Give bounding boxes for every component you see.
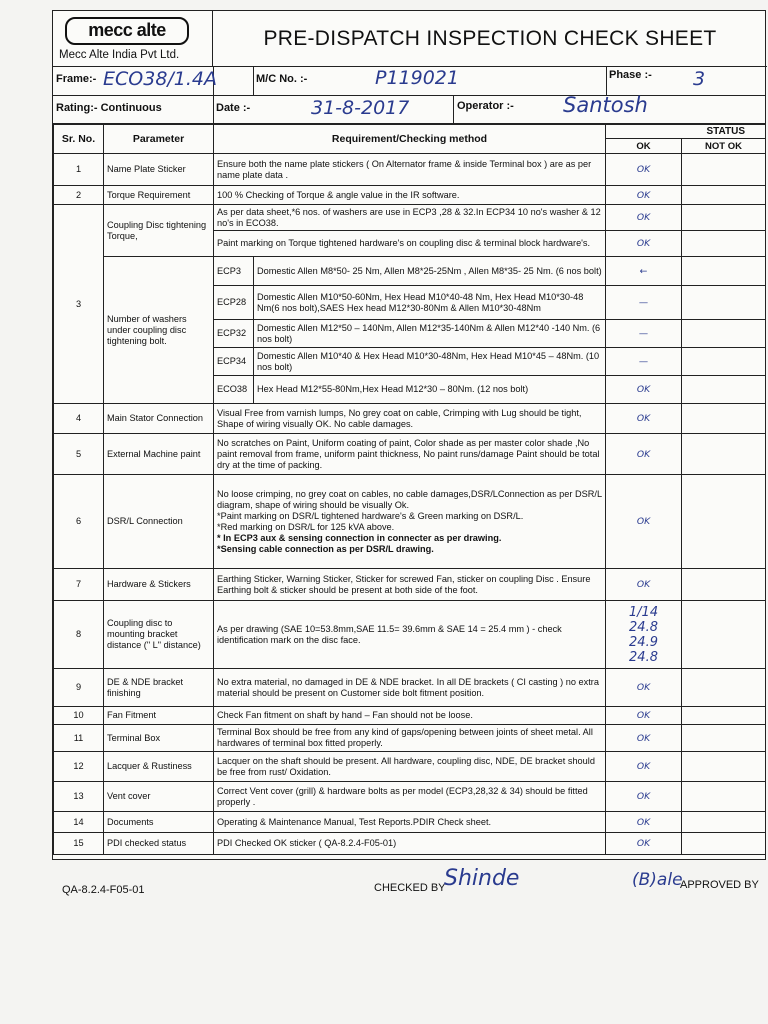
- param-cell: Terminal Box: [104, 725, 214, 752]
- req-cell: Paint marking on Torque tightened hardware's on coupling disc & terminal block hardware's.: [214, 231, 606, 257]
- sr-cell: 14: [54, 812, 104, 833]
- ecp-cell: ECP3: [214, 257, 254, 286]
- table-row: [54, 257, 766, 286]
- ok-cell: OK: [606, 669, 682, 707]
- req-cell: Visual Free from varnish lumps, No grey coat on cable, Crimping with Lug should be tight, Shape of wiring visually OK. No cable damages.: [214, 404, 606, 434]
- ok-cell: OK: [606, 475, 682, 569]
- ok-cell: OK: [606, 376, 682, 404]
- ok-cell: OK: [606, 154, 682, 186]
- sr-cell: 6: [54, 475, 104, 569]
- mc-label: M/C No. :-: [256, 73, 308, 85]
- date-value: 31-8-2017: [311, 97, 410, 119]
- sr-cell: 3: [54, 205, 104, 404]
- table-row: [54, 475, 766, 569]
- measurement: 24.8: [629, 649, 658, 665]
- req-cell: As per data sheet,*6 nos. of washers are use in ECP3 ,28 & 32.In ECP34 10 no's washer & 12 no's in ECO38.: [214, 205, 606, 231]
- param-cell: Lacquer & Rustiness: [104, 752, 214, 782]
- approved-by-label: APPROVED BY: [680, 879, 759, 891]
- date-label: Date :-: [216, 102, 251, 114]
- param-cell: Coupling Disc tightening Torque,: [104, 205, 214, 257]
- operator-label: Operator :-: [457, 100, 514, 112]
- req-cell: As per drawing (SAE 10=53.8mm,SAE 11.5= 39.6mm & SAE 14 = 25.4 mm ) - check identification mark on the disc face.: [214, 601, 606, 669]
- frame-value: ECO38/1.4A: [103, 68, 218, 90]
- table-row: [54, 833, 766, 855]
- param-cell: Vent cover: [104, 782, 214, 812]
- table-row: [54, 725, 766, 752]
- notok-cell: [682, 154, 766, 186]
- ok-cell: OK: [606, 231, 682, 257]
- ecp-cell: ECP28: [214, 286, 254, 320]
- ok-cell: —: [606, 320, 682, 348]
- table-row: [54, 569, 766, 601]
- table-row: [54, 205, 766, 231]
- ok-cell: OK: [606, 707, 682, 725]
- info-vline: [453, 95, 454, 123]
- table-row: [54, 434, 766, 475]
- notok-cell: [682, 669, 766, 707]
- req-cell: Ensure both the name plate stickers ( On Alternator frame & inside Terminal box ) are as per name plate data .: [214, 154, 606, 186]
- sr-cell: 11: [54, 725, 104, 752]
- param-cell: DSR/L Connection: [104, 475, 214, 569]
- req-cell: Terminal Box should be free from any kind of gaps/opening between joints of sheet metal. All hardwares of terminal box fitted properly.: [214, 725, 606, 752]
- req-cell: Earthing Sticker, Warning Sticker, Sticker for screwed Fan, sticker on coupling Disc . Ensure Earthing bolt & sticker should be present at both side of the foot.: [214, 569, 606, 601]
- table-row: [54, 812, 766, 833]
- sr-cell: 5: [54, 434, 104, 475]
- info-vline: [606, 67, 607, 95]
- param-cell: Number of washers under coupling disc tightening bolt.: [104, 257, 214, 404]
- sr-cell: 4: [54, 404, 104, 434]
- req-cell: [214, 475, 606, 569]
- ok-cell: OK: [606, 833, 682, 855]
- company-name: Mecc Alte India Pvt Ltd.: [59, 49, 180, 61]
- info-vline: [253, 67, 254, 95]
- param-cell: DE & NDE bracket finishing: [104, 669, 214, 707]
- table-row: [54, 669, 766, 707]
- ok-cell: ←: [606, 257, 682, 286]
- table-row: [54, 404, 766, 434]
- param-cell: Documents: [104, 812, 214, 833]
- ok-cell: OK: [606, 205, 682, 231]
- notok-cell: [682, 348, 766, 376]
- rating-label: Rating:- Continuous: [56, 102, 162, 114]
- notok-cell: [682, 231, 766, 257]
- phase-label: Phase :-: [609, 69, 652, 81]
- ok-cell: OK: [606, 434, 682, 475]
- param-cell: Hardware & Stickers: [104, 569, 214, 601]
- sr-cell: 12: [54, 752, 104, 782]
- ok-cell: OK: [606, 812, 682, 833]
- ok-cell: OK: [606, 404, 682, 434]
- ok-cell: [606, 601, 682, 669]
- phase-value: 3: [693, 68, 706, 90]
- col-notok: NOT OK: [682, 139, 766, 154]
- param-cell: PDI checked status: [104, 833, 214, 855]
- ok-cell: —: [606, 286, 682, 320]
- param-cell: Coupling disc to mounting bracket distance (" L" distance): [104, 601, 214, 669]
- checked-by-label: CHECKED BY: [374, 882, 446, 894]
- checklist-table: [53, 124, 766, 855]
- logo-area: [53, 11, 213, 67]
- req-line: *Red marking on DSR/L for 125 kVA above.: [217, 521, 395, 532]
- table-row: [54, 782, 766, 812]
- notok-cell: [682, 320, 766, 348]
- req-cell: Domestic Allen M10*50-60Nm, Hex Head M10*40-48 Nm, Hex Head M10*30-48 Nm(6 nos bolt),SAES Hex head M12*30-80Nm & Allen M10*30-48Nm: [254, 286, 606, 320]
- measurement: 24.9: [629, 634, 658, 650]
- sr-cell: 7: [54, 569, 104, 601]
- param-cell: Torque Requirement: [104, 186, 214, 205]
- form-number: QA-8.2.4-F05-01: [62, 884, 145, 896]
- notok-cell: [682, 601, 766, 669]
- notok-cell: [682, 707, 766, 725]
- measurement: 24.8: [629, 619, 658, 635]
- approved-signature: (B)ale: [632, 870, 683, 890]
- notok-cell: [682, 376, 766, 404]
- col-ok: OK: [606, 139, 682, 154]
- inspection-sheet: [52, 10, 766, 860]
- req-cell: Check Fan fitment on shaft by hand – Fan should not be loose.: [214, 707, 606, 725]
- sr-cell: 9: [54, 669, 104, 707]
- ok-cell: OK: [606, 782, 682, 812]
- notok-cell: [682, 833, 766, 855]
- ok-cell: OK: [606, 569, 682, 601]
- checked-signature: Shinde: [444, 866, 520, 891]
- table-row: [54, 601, 766, 669]
- sr-cell: 13: [54, 782, 104, 812]
- notok-cell: [682, 752, 766, 782]
- company-logo: mecc alte: [65, 17, 189, 45]
- sr-cell: 15: [54, 833, 104, 855]
- ok-cell: OK: [606, 752, 682, 782]
- info-divider: [53, 95, 765, 96]
- col-sr: Sr. No.: [54, 125, 104, 154]
- col-req: Requirement/Checking method: [214, 125, 606, 154]
- sr-cell: 1: [54, 154, 104, 186]
- req-cell: PDI Checked OK sticker ( QA-8.2.4-F05-01): [214, 833, 606, 855]
- notok-cell: [682, 782, 766, 812]
- ok-cell: OK: [606, 186, 682, 205]
- notok-cell: [682, 812, 766, 833]
- col-param: Parameter: [104, 125, 214, 154]
- sr-cell: 2: [54, 186, 104, 205]
- ok-cell: —: [606, 348, 682, 376]
- param-cell: Fan Fitment: [104, 707, 214, 725]
- param-cell: Name Plate Sticker: [104, 154, 214, 186]
- req-cell: Lacquer on the shaft should be present. All hardware, coupling disc, NDE, DE bracket should be free from rust/ Oxidation.: [214, 752, 606, 782]
- notok-cell: [682, 725, 766, 752]
- req-cell: Operating & Maintenance Manual, Test Reports.PDIR Check sheet.: [214, 812, 606, 833]
- req-line: *Sensing cable connection as per DSR/L drawing.: [217, 543, 434, 554]
- notok-cell: [682, 186, 766, 205]
- table-row: [54, 752, 766, 782]
- param-cell: Main Stator Connection: [104, 404, 214, 434]
- notok-cell: [682, 569, 766, 601]
- notok-cell: [682, 257, 766, 286]
- req-cell: Correct Vent cover (grill) & hardware bolts as per model (ECP3,28,32 & 34) should be fitted properly .: [214, 782, 606, 812]
- req-line: * In ECP3 aux & sensing connection in connecter as per drawing.: [217, 532, 502, 543]
- ecp-cell: ECP34: [214, 348, 254, 376]
- table-row: [54, 707, 766, 725]
- param-cell: External Machine paint: [104, 434, 214, 475]
- notok-cell: [682, 434, 766, 475]
- page-title: PRE-DISPATCH INSPECTION CHECK SHEET: [213, 11, 767, 67]
- mc-value: P119021: [375, 67, 459, 89]
- measurement: 1/14: [628, 604, 659, 620]
- ecp-cell: ECO38: [214, 376, 254, 404]
- ecp-cell: ECP32: [214, 320, 254, 348]
- req-cell: 100 % Checking of Torque & angle value in the IR software.: [214, 186, 606, 205]
- req-cell: Hex Head M12*55-80Nm,Hex Head M12*30 – 80Nm. (12 nos bolt): [254, 376, 606, 404]
- req-cell: No extra material, no damaged in DE & NDE bracket. In all DE brackets ( CI casting ) no extra material should be present on Customer side bolt fitment position.: [214, 669, 606, 707]
- notok-cell: [682, 475, 766, 569]
- notok-cell: [682, 286, 766, 320]
- req-cell: Domestic Allen M8*50- 25 Nm, Allen M8*25-25Nm , Allen M8*35- 25 Nm. (6 nos bolt): [254, 257, 606, 286]
- col-status: STATUS: [606, 125, 766, 139]
- req-line: *Paint marking on DSR/L tightened hardware's & Green marking on DSR/L.: [217, 510, 524, 521]
- table-row: [54, 154, 766, 186]
- notok-cell: [682, 205, 766, 231]
- sr-cell: 10: [54, 707, 104, 725]
- sr-cell: 8: [54, 601, 104, 669]
- operator-value: Santosh: [563, 93, 648, 117]
- req-cell: No scratches on Paint, Uniform coating of paint, Color shade as per master color shade ,No paint removal from frame, uniform paint thickness, No paint runs/damage Paint should be total dry at the time of packing.: [214, 434, 606, 475]
- req-line: No loose crimping, no grey coat on cables, no cable damages,DSR/LConnection as per DSR/L diagram, shape of wiring should be visually Ok.: [217, 488, 602, 510]
- frame-label: Frame:-: [56, 73, 97, 85]
- req-cell: Domestic Allen M12*50 – 140Nm, Allen M12*35-140Nm & Allen M12*40 -140 Nm. (6 nos bolt): [254, 320, 606, 348]
- table-row: [54, 186, 766, 205]
- req-cell: Domestic Allen M10*40 & Hex Head M10*30-48Nm, Hex Head M10*45 – 48Nm. (10 nos bolt): [254, 348, 606, 376]
- ok-cell: OK: [606, 725, 682, 752]
- notok-cell: [682, 404, 766, 434]
